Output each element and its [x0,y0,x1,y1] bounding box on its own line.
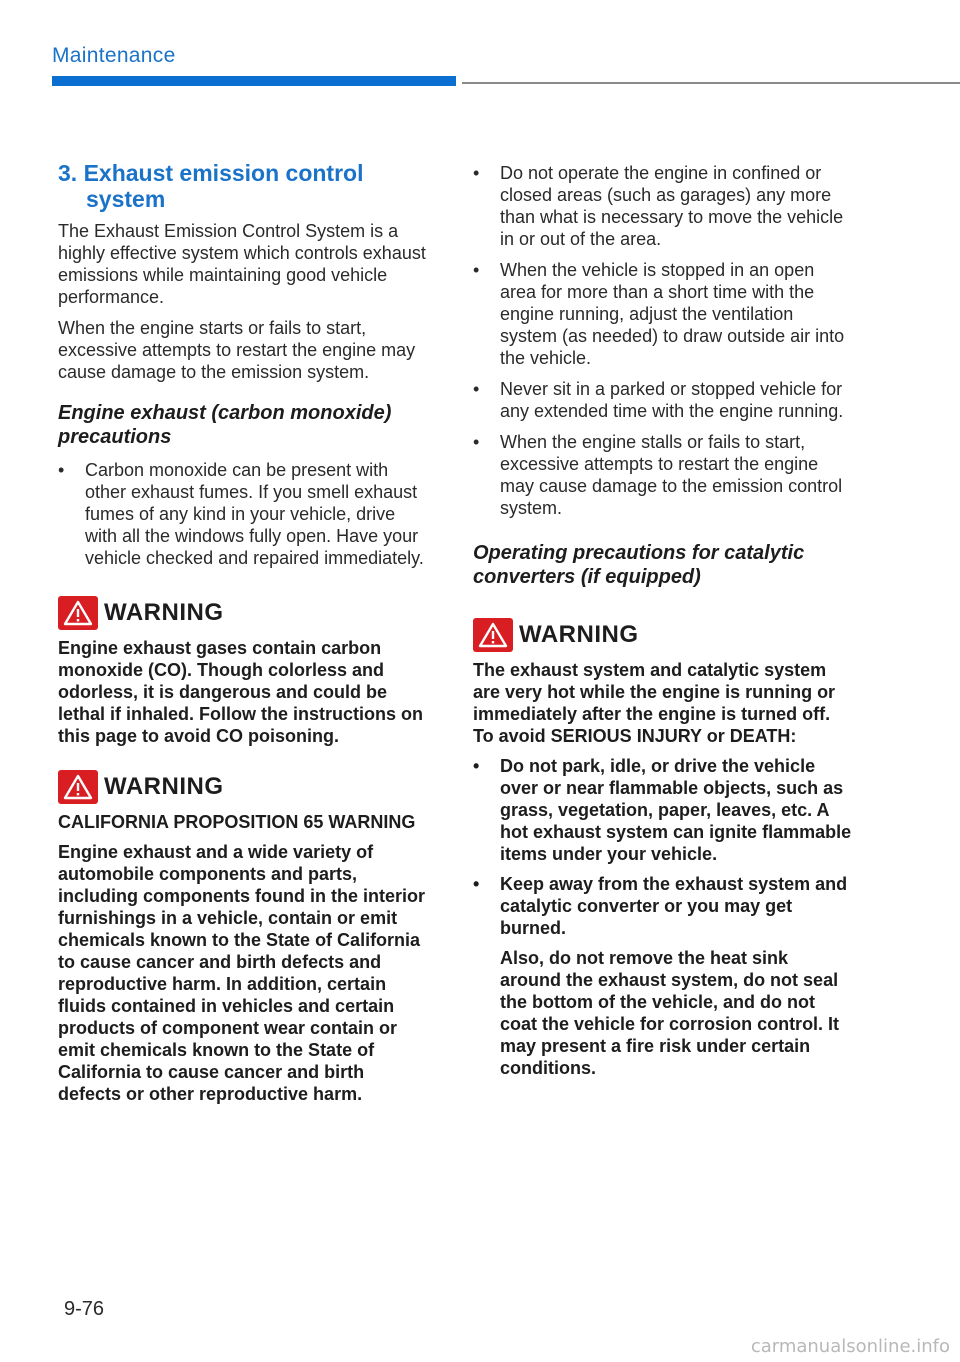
warning-header [58,769,432,805]
bullet-list [58,459,432,569]
list-item-continuation: Also, do not remove the heat sink around the exhaust system, do not seal the bottom of the vehicle, and do not coat the vehicle for corrosion control. It may present a fire risk under certain conditions. [500,948,840,1078]
list-item [58,459,432,569]
right-column [473,162,853,1087]
subheading-exhaust-precautions: Engine exhaust (carbon monoxide) precautions [58,402,392,448]
paragraph: When the engine starts or fails to start, excessive attempts to restart the engine may cause damage to the emission system. [58,318,416,382]
list-item [473,378,853,422]
list-item-text: Never sit in a parked or stopped vehicle for any extended time with the engine running. [500,379,844,421]
bullet-icon: • [473,874,480,894]
warning-triangle-icon [473,618,513,652]
bullet-icon: • [473,379,480,399]
warning-label: WARNING [104,599,224,626]
header-bar-rule [462,82,960,84]
warning-text: Engine exhaust gases contain carbon monoxide (CO). Though colorless and odorless, it is dangerous and could be lethal if inhaled. Follow the instructions on this page to avoid CO poisoning. [58,638,424,746]
warning-bullet-list [473,755,853,1079]
list-item-text: When the vehicle is stopped in an open area for more than a short time with the engine running, adjust the ventilation system (as needed) to draw outside air into the vehicle. [500,260,845,368]
watermark-text: carmanualsonline.info [750,1336,950,1357]
bullet-icon: • [473,163,480,183]
warning-box-co [58,595,432,747]
warning-triangle-icon [58,770,98,804]
bullet-icon: • [473,432,480,452]
list-item [473,162,853,250]
warning-text: The exhaust system and catalytic system are very hot while the engine is running or immediately after the engine is turned off. To avoid SERIOUS INJURY or DEATH: [473,660,836,746]
list-item-text: Carbon monoxide can be present with other exhaust fumes. If you smell exhaust fumes of any kind in your vehicle, drive with all the windows fully open. Have your vehicle checked and repaired immediately. [85,460,424,568]
list-item [473,431,853,519]
warning-label: WARNING [519,621,639,648]
bullet-list [473,162,853,519]
list-item-text: Do not park, idle, or drive the vehicle over or near flammable objects, such as grass, vegetation, paper, leaves, etc. A hot exhaust system can ignite flammable items under your vehicle. [500,756,852,864]
paragraph: The Exhaust Emission Control System is a highly effective system which controls exhaust emissions while maintaining good vehicle performance. [58,221,426,307]
header-bar-accent [52,76,456,86]
left-column [58,160,432,1113]
warning-box-prop65 [58,769,432,1105]
warning-header [58,595,432,631]
section-title: 3. Exhaust emission control system [58,160,364,212]
section-header: Maintenance [52,44,176,67]
warning-text: Engine exhaust and a wide variety of automobile components and parts, including components found in the interior furnishings in a vehicle, contain or emit chemicals known to the State of California to cause cancer and birth defects and reproductive harm. In addition, certain fluids contained in vehicles and certain products of component wear contain or emit chemicals known to the State of California to cause cancer and birth defects or other reproductive harm. [58,842,425,1104]
list-item [473,873,853,1079]
page-number: 9-76 [64,1298,105,1320]
warning-header [473,617,853,653]
list-item-text: Do not operate the engine in confined or closed areas (such as garages) any more than what is necessary to move the vehicle in or out of the area. [500,163,844,249]
subheading-catalytic-precautions: Operating precautions for catalytic converters (if equipped) [473,542,805,588]
bullet-icon: • [473,260,480,280]
warning-label: WARNING [104,773,224,800]
list-item [473,259,853,369]
bullet-icon: • [473,756,480,776]
bullet-icon: • [58,460,65,480]
warning-title: CALIFORNIA PROPOSITION 65 WARNING [58,812,416,832]
warning-box-catalytic [473,617,853,1079]
list-item-text: Keep away from the exhaust system and catalytic converter or you may get burned. [500,874,848,938]
list-item [473,755,853,865]
warning-triangle-icon [58,596,98,630]
list-item-text: When the engine stalls or fails to start, excessive attempts to restart the engine may cause damage to the emission control system. [500,432,843,518]
